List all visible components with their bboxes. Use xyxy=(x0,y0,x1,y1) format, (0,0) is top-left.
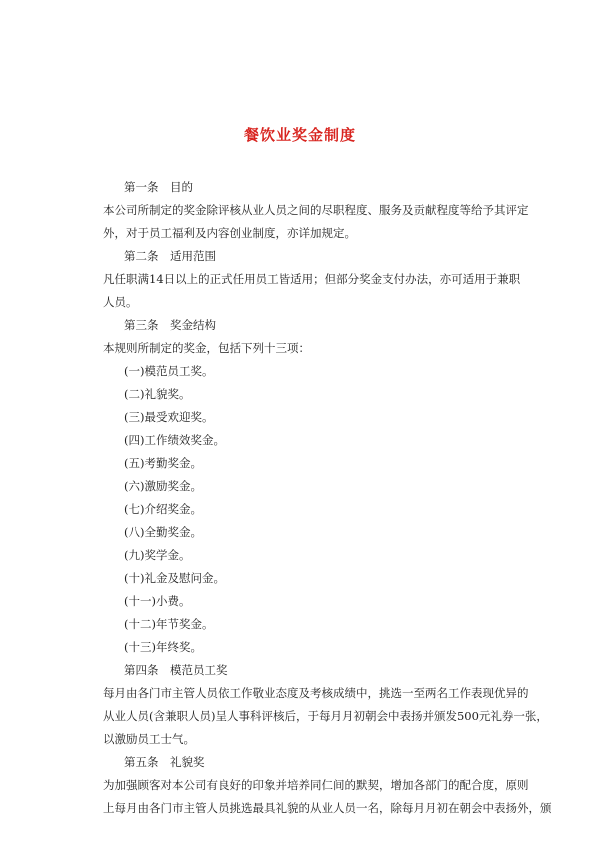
article-4-heading: 第四条 模范员工奖 xyxy=(124,663,228,677)
document-title: 餐饮业奖金制度 xyxy=(243,126,356,144)
list-item: (十一)小费。 xyxy=(124,594,191,608)
list-item: (四)工作绩效奖金。 xyxy=(124,433,225,447)
article-3-heading: 第三条 奖金结构 xyxy=(124,318,216,332)
paragraph-line: 以激励员工士气。 xyxy=(103,732,195,746)
list-item: (七)介绍奖金。 xyxy=(124,502,202,516)
list-item: (六)激励奖金。 xyxy=(124,479,202,493)
list-item: (一)模范员工奖。 xyxy=(124,364,214,378)
paragraph-line: 本规则所制定的奖金，包括下列十三项： xyxy=(103,341,310,355)
list-item: (八)全勤奖金。 xyxy=(124,525,202,539)
list-item: (三)最受欢迎奖。 xyxy=(124,410,214,424)
article-2-heading: 第二条 适用范围 xyxy=(124,249,216,263)
article-1-heading: 第一条 目的 xyxy=(124,180,193,194)
paragraph-line: 为加强顾客对本公司有良好的印象并培养同仁间的默契，增加各部门的配合度，原则 xyxy=(103,778,529,792)
paragraph-line: 人员。 xyxy=(103,295,138,309)
paragraph-line: 本公司所制定的奖金除评核从业人员之间的尽职程度、服务及贡献程度等给予其评定 xyxy=(103,203,529,217)
list-item: (五)考勤奖金。 xyxy=(124,456,202,470)
list-item: (十二)年节奖金。 xyxy=(124,617,214,631)
article-5-heading: 第五条 礼貌奖 xyxy=(124,755,205,769)
paragraph-line: 外，对于员工福利及内容创业制度，亦详加规定。 xyxy=(103,226,356,240)
paragraph-line: 从业人员(含兼职人员)呈人事科评核后，于每月月初朝会中表扬并颁发500元礼券一张， xyxy=(103,709,548,723)
list-item: (九)奖学金。 xyxy=(124,548,191,562)
list-item: (二)礼貌奖。 xyxy=(124,387,191,401)
paragraph-line: 每月由各门市主管人员依工作敬业态度及考核成绩中，挑选一至两名工作表现优异的 xyxy=(103,686,529,700)
list-item: (十)礼金及慰问金。 xyxy=(124,571,225,585)
list-item: (十三)年终奖。 xyxy=(124,640,202,654)
paragraph-line: 凡任职满14日以上的正式任用员工皆适用；但部分奖金支付办法，亦可适用于兼职 xyxy=(103,272,521,286)
paragraph-line: 上每月由各门市主管人员挑选最具礼貌的从业人员一名，除每月月初在朝会中表扬外，颁 xyxy=(103,801,552,815)
